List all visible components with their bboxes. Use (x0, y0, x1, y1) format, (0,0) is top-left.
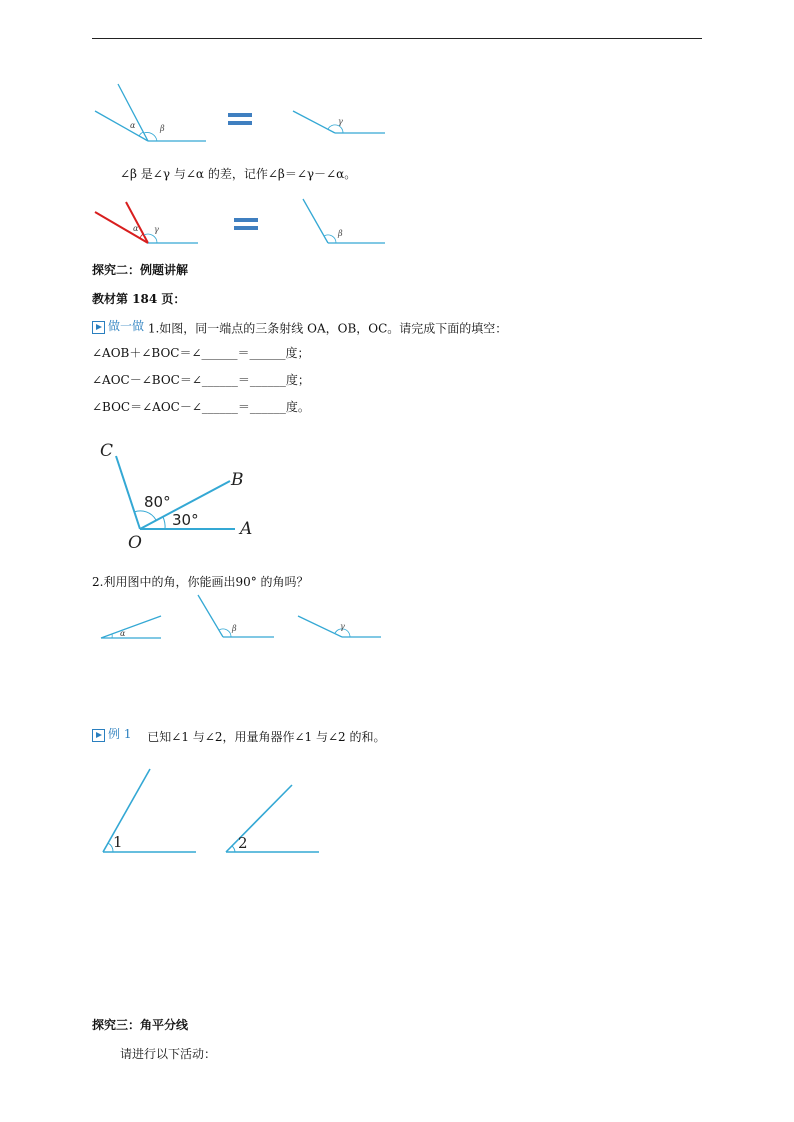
label-q2-alpha: α (120, 629, 126, 638)
figure-small-gamma (295, 610, 385, 642)
fill-line-3: ∠BOC＝∠AOC－∠______＝______度。 (92, 400, 310, 414)
difference-sentence: ∠β 是∠γ 与∠α 的差，记作∠β＝∠γ－∠α。 (120, 167, 357, 181)
ray-oc (116, 456, 140, 529)
label-beta: β (160, 124, 165, 133)
label-q2-gamma: γ (340, 622, 345, 631)
figure-rays-oa-ob-oc (95, 438, 265, 553)
play-icon (92, 321, 105, 334)
figure-small-alpha (98, 612, 168, 644)
header-rule (92, 38, 702, 39)
label-beta-2: β (338, 229, 343, 238)
question-2: 2.利用图中的角，你能画出90° 的角吗？ (92, 575, 309, 589)
label-b: B (231, 470, 244, 490)
figure-angle-alpha-beta (90, 78, 210, 148)
figure-angle-red (92, 200, 207, 250)
ray-gamma-1 (293, 111, 335, 133)
practice-tag: 做一做 (92, 318, 144, 334)
fill-line-1: ∠AOB＋∠BOC＝∠______＝______度； (92, 346, 310, 360)
practice-question-1 (92, 318, 507, 337)
figure-angle-2 (220, 782, 325, 856)
label-a: A (240, 519, 253, 539)
label-alpha: α (130, 121, 136, 130)
activity-intro: 请进行以下活动： (120, 1047, 217, 1061)
label-angle-2: 2 (238, 834, 248, 852)
label-alpha-2: α (133, 224, 139, 233)
play-icon-2 (92, 729, 105, 742)
figure-angle-1 (98, 764, 203, 856)
question-1-text: 1.如图，同一端点的三条射线 OA，OB，OC。请完成下面的填空： (147, 321, 508, 336)
ray-beta-1 (303, 199, 328, 243)
label-angle-1: 1 (113, 833, 123, 851)
section-title-3: 探究三：角平分线 (92, 1018, 189, 1032)
figure-angle-gamma (290, 100, 390, 145)
equals-sign-1 (228, 113, 252, 125)
label-gamma: γ (338, 117, 343, 126)
example-tag: 例 1 (92, 726, 131, 742)
example-1 (92, 726, 385, 745)
label-gamma-2: γ (154, 225, 159, 234)
example-1-text: 已知∠1 与∠2，用量角器作∠1 与∠2 的和。 (147, 729, 386, 744)
equals-sign-2 (234, 218, 258, 230)
textbook-reference: 教材第 184 页： (92, 292, 186, 306)
label-o: O (128, 533, 142, 553)
fill-line-2: ∠AOC－∠BOC＝∠______＝______度； (92, 373, 310, 387)
section-title-2: 探究二：例题讲解 (92, 263, 189, 277)
label-c: C (100, 441, 114, 461)
angle-30: 30° (172, 511, 199, 529)
figure-angle-beta (298, 196, 388, 248)
angle-80: 80° (144, 493, 171, 511)
label-q2-beta: β (232, 624, 237, 633)
figure-small-beta (193, 592, 278, 642)
